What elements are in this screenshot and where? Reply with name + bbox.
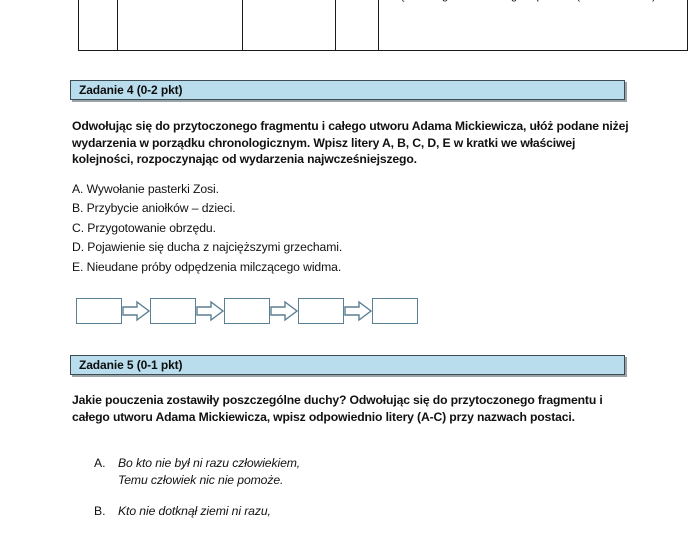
list-item bbox=[72, 180, 492, 199]
list-item bbox=[72, 455, 512, 489]
option-text: Przybycie aniołków – dzieci. bbox=[86, 201, 236, 216]
table-cell-definition bbox=[379, 0, 688, 51]
task5-header-bar bbox=[70, 355, 625, 375]
answer-box-5[interactable] bbox=[372, 298, 418, 324]
option-text: Pojawienie się ducha z najcięższymi grzechami. bbox=[87, 240, 343, 255]
list-item bbox=[72, 238, 492, 257]
task5-header-label: Zadanie 5 (0-1 pkt) bbox=[79, 358, 183, 372]
task4-instruction: Odwołując się do przytoczonego fragmentu i całego utworu Adama Mickiewicza, ułóż podane niżej wydarzenia w porządku chronologicznym. Wpisz litery A, B, C, D, E w kratki we właściwej kolejności, rozpoczynając od wydarzenia najwcześniejszego. bbox=[72, 119, 629, 167]
quote-mark: B. bbox=[94, 504, 106, 518]
answer-box-1[interactable] bbox=[76, 298, 122, 324]
table-cell-letter-right bbox=[336, 0, 379, 51]
list-item bbox=[72, 199, 492, 218]
exam-table-container bbox=[78, 0, 622, 51]
table-cell-word bbox=[118, 0, 243, 51]
table-cell-blank bbox=[243, 0, 336, 51]
list-item bbox=[72, 503, 512, 520]
option-mark: B. bbox=[72, 201, 84, 216]
exam-table bbox=[78, 0, 688, 51]
quote-line: Temu człowiek nic nie pomoże. bbox=[118, 473, 284, 487]
answer-box-4[interactable] bbox=[298, 298, 344, 324]
table-row bbox=[79, 0, 688, 51]
task4-answer-flow bbox=[76, 298, 418, 324]
table-cell-letter-left bbox=[79, 0, 118, 51]
option-text: Wywołanie pasterki Zosi. bbox=[86, 182, 219, 196]
list-item bbox=[72, 219, 492, 238]
list-item bbox=[72, 258, 492, 277]
answer-box-3[interactable] bbox=[224, 298, 270, 324]
quote-mark: A. bbox=[94, 456, 106, 470]
quote-line: Kto nie dotknął ziemi ni razu, bbox=[118, 504, 271, 518]
option-text: Przygotowanie obrzędu. bbox=[87, 220, 216, 235]
flow-arrow-icon bbox=[122, 300, 150, 322]
option-mark: A. bbox=[72, 182, 84, 196]
task4-option-list bbox=[72, 180, 492, 277]
quote-line: Bo kto nie był ni razu człowiekiem, bbox=[118, 456, 301, 470]
task5-instruction: Jakie pouczenia zostawiły poszczególne duchy? Odwołując się do przytoczonego fragmentu i całego utworu Adama Mickiewicza, wpisz odpowiednio litery (A-C) przy nazwach postaci. bbox=[72, 393, 603, 424]
task5-quote-list bbox=[72, 455, 512, 534]
answer-box-2[interactable] bbox=[150, 298, 196, 324]
option-mark: E. bbox=[72, 259, 84, 274]
flow-arrow-icon bbox=[196, 300, 224, 322]
option-mark: C. bbox=[72, 220, 84, 235]
task4-header-bar bbox=[70, 80, 625, 100]
flow-arrow-icon bbox=[270, 300, 298, 322]
option-text: Nieudane próby odpędzenia milczącego widma. bbox=[86, 259, 342, 274]
option-mark: D. bbox=[72, 240, 84, 255]
flow-arrow-icon bbox=[344, 300, 372, 322]
task4-header-label: Zadanie 4 (0-2 pkt) bbox=[79, 83, 183, 97]
